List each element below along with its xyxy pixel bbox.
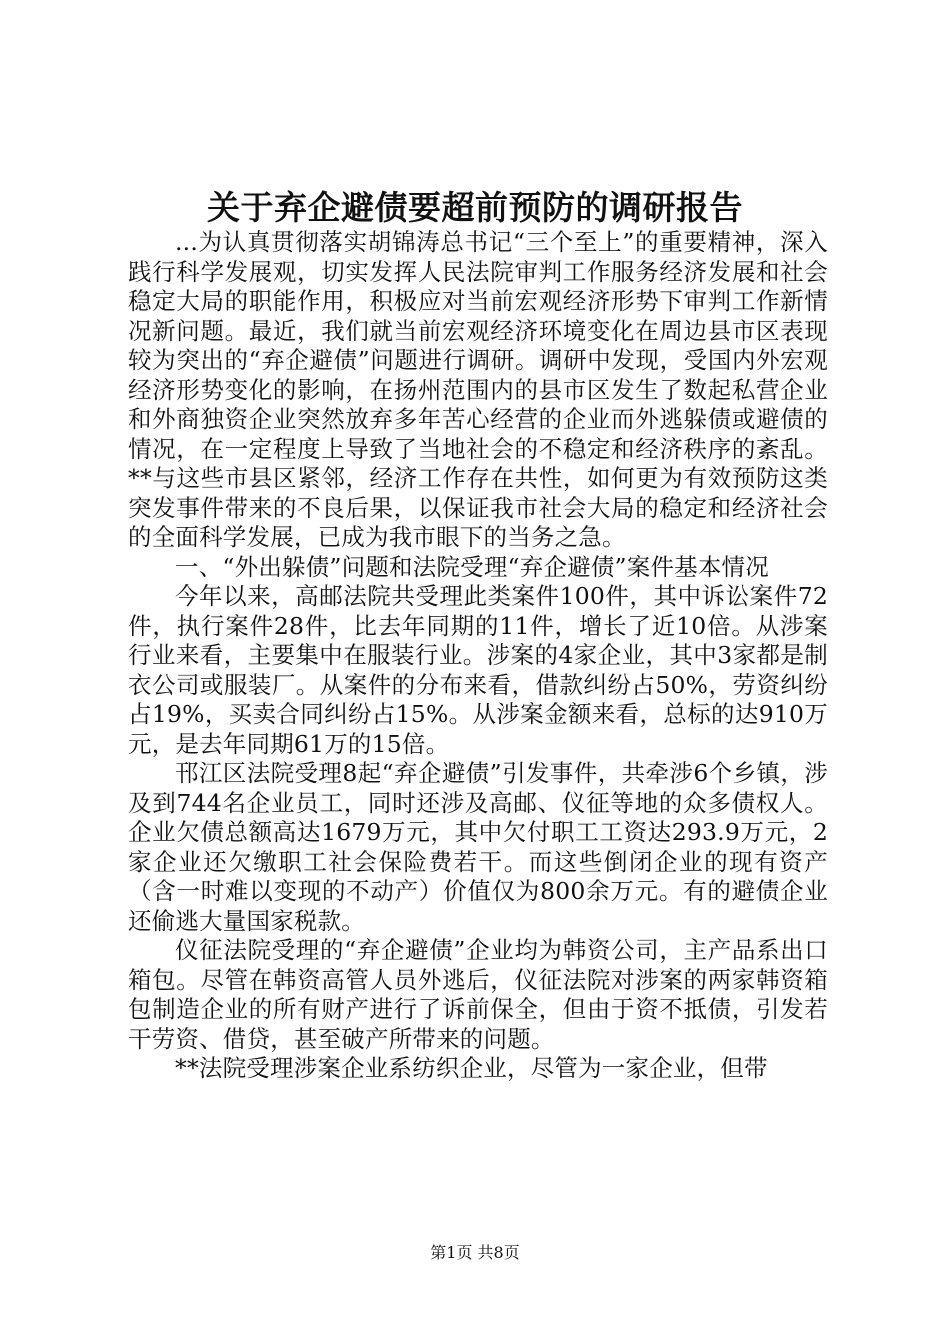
document-title: 关于弃企避债要超前预防的调研报告 xyxy=(207,188,743,227)
paragraph-yizheng: 仪征法院受理的“弃企避债”企业均为韩资公司，主产品系出口箱包。尽管在韩资高管人员外逃后，仪征法院对涉案的两家韩资箱包制造企业的所有财产进行了诉前保全，但由于资不抵债，引发若干劳资、借贷，甚至破产所带来的问题。 xyxy=(128,936,828,1053)
paragraph-gaoyou: 今年以来，高邮法院共受理此类案件100件，其中诉讼案件72件，执行案件28件，比去年同期的11件，增长了近10倍。从涉案行业来看，主要集中在服装行业。涉案的4家企业，其中3家都是制衣公司或服装厂。从案件的分布来看，借款纠纷占50%，劳资纠纷占19%，买卖合同纠纷占15%。从涉案金额来看，总标的达910万元，是去年同期61万的15倍。 xyxy=(128,582,828,758)
document-body xyxy=(128,228,828,1084)
paragraph-last: **法院受理涉案企业系纺织企业，尽管为一家企业，但带 xyxy=(175,1054,768,1082)
paragraph-hanjiang: 邗江区法院受理8起“弃企避债”引发事件，共牵涉6个乡镇，涉及到744名企业员工，同时还涉及高邮、仪征等地的众多债权人。企业欠债总额高达1679万元，其中欠付职工工资达293.9万元，2家企业还欠缴职工社会保险费若干。而这些倒闭企业的现有资产（含一时难以变现的不动产）价值仅为800余万元。有的避债企业还偷逃大量国家税款。 xyxy=(128,759,828,935)
section-heading-1: 一、“外出躲债”问题和法院受理“弃企避债”案件基本情况 xyxy=(175,552,769,581)
page-number: 第1页 共8页 xyxy=(430,1243,520,1262)
paragraph-intro: ...为认真贯彻落实胡锦涛总书记“三个至上”的重要精神，深入践行科学发展观，切实发挥人民法院审判工作服务经济发展和社会稳定大局的职能作用，积极应对当前宏观经济形势下审判工作新情况新问题。最近，我们就当前宏观经济环境变化在周边县市区表现较为突出的“弃企避债”问题进行调研。调研中发现，受国内外宏观经济形势变化的影响，在扬州范围内的县市区发生了数起私营企业和外商独资企业突然放弃多年苦心经营的企业而外逃躲债或避债的情况，在一定程度上导致了当地社会的不稳定和经济秩序的紊乱。**与这些市县区紧邻，经济工作存在共性，如何更为有效预防这类突发事件带来的不良后果，以保证我市社会大局的稳定和经济社会的全面科学发展，已成为我市眼下的当务之急。 xyxy=(128,228,828,551)
